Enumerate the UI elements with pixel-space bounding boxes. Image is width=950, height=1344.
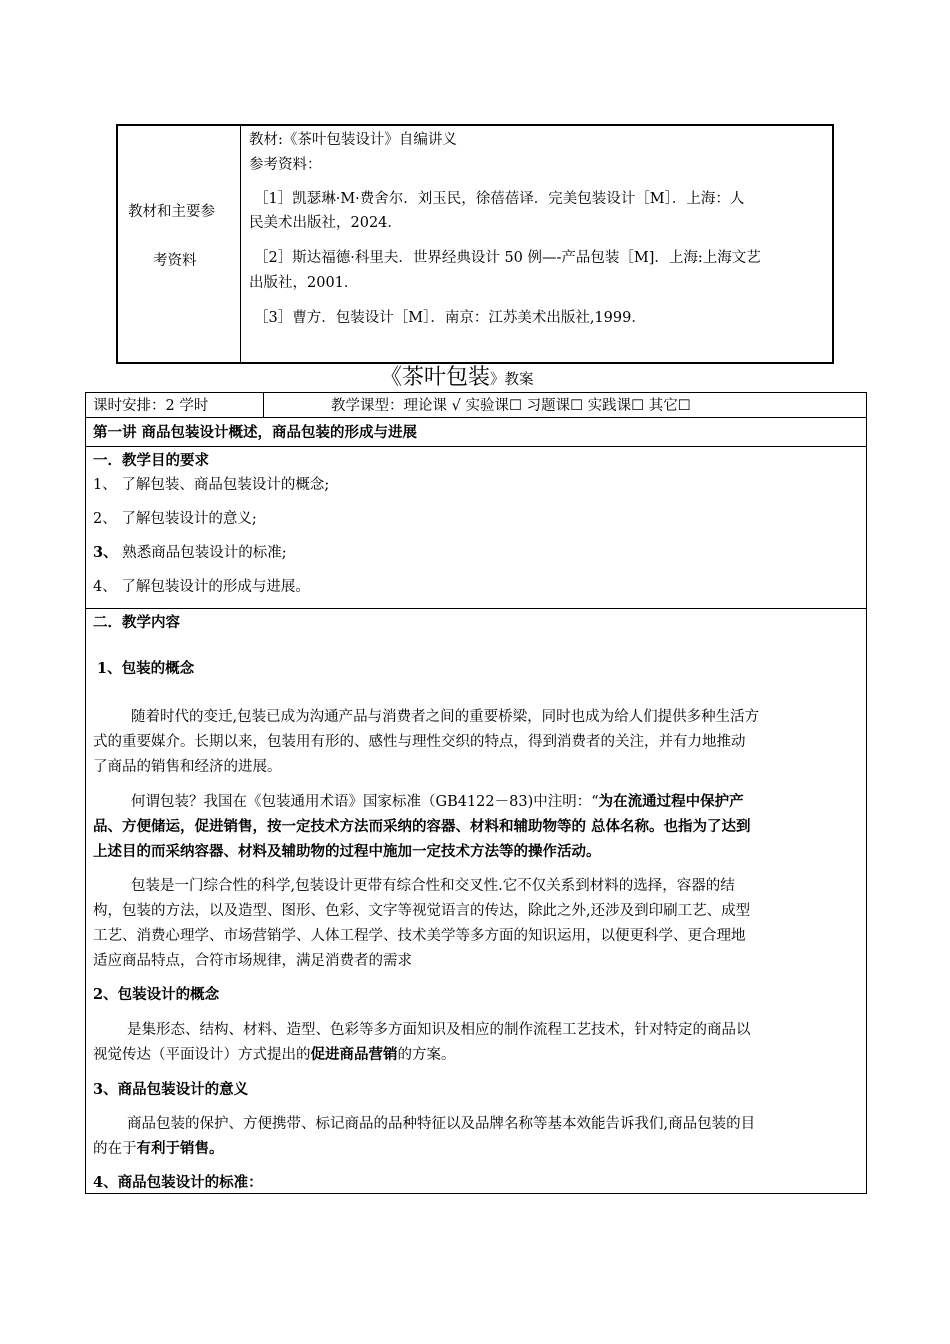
objective-num: 2、 [93, 511, 117, 527]
s2-p1-line2 [93, 1045, 456, 1065]
s1-p1-line1: 随着时代的变迁,包装已成为沟通产品与消费者之间的重要桥梁，同时也成为给人们提供多种生活方 [131, 709, 760, 725]
textbook-line: 教材:《茶叶包装设计》自编讲义 [249, 132, 457, 148]
objective-text: 了解包装、商品包装设计的概念; [121, 477, 330, 493]
objective-text: 了解包装设计的形成与进展。 [121, 579, 310, 595]
reference-item-2-line2: 出版社，2001． [249, 275, 359, 291]
section-4-heading: 4、商品包装设计的标准： [93, 1174, 263, 1191]
objective-text: 熟悉商品包装设计的标准; [122, 545, 287, 561]
document-title-main: 《茶叶包装 [380, 365, 491, 390]
s2-p1-tail: 的方案。 [397, 1047, 456, 1063]
reference-item-1-line2: 民美术出版社，2024． [249, 215, 402, 231]
section-2-heading: 2、包装设计的概念 [93, 986, 220, 1003]
s3-p1-bold: 有利于销售。 [136, 1140, 224, 1157]
s1-p2-line2: 品、方便储运，促进销售，按一定技术方法而采纳的容器、材料和辅助物等的 总体名称。也指为了达到 [93, 818, 751, 835]
objective-item-4 [93, 577, 310, 597]
document-title-suffix: 》教案 [490, 372, 534, 388]
objective-text: 了解包装设计的意义; [121, 511, 257, 527]
references-table-divider [240, 126, 241, 362]
objective-num: 4、 [93, 579, 117, 595]
reference-item-3: ［3］曹方．包装设计［M］．南京：江苏美术出版社,1999． [254, 310, 646, 326]
objective-item-3 [93, 543, 287, 563]
s3-p1-line2 [93, 1139, 224, 1159]
lecture-title: 第一讲 商品包装设计概述，商品包装的形成与进展 [93, 424, 418, 441]
references-table [116, 124, 834, 364]
schedule-divider [263, 392, 264, 418]
s1-p2-lead: 何谓包装？我国在《包装通用术语》国家标准（GB4122－83)中注明：“ [131, 794, 599, 810]
references-label-line1: 教材和主要参 [128, 204, 215, 220]
s2-p1-line1: 是集形态、结构、材料、造型、色彩等多方面知识及相应的制作流程工艺技术，针对特定的商品以 [127, 1022, 751, 1038]
content-heading: 二．教学内容 [93, 614, 180, 631]
s1-p1-line3: 了商品的销售和经济的进展。 [93, 759, 282, 775]
s1-p2-line1 [131, 792, 744, 812]
section-1-heading: 1、包装的概念 [97, 660, 195, 677]
course-type: 教学课型：理论课 √ 实验课☐ 习题课☐ 实践课☐ 其它☐ [331, 398, 691, 414]
row-divider-3 [85, 608, 867, 609]
row-divider-2 [85, 446, 867, 447]
references-label-line2: 考资料 [153, 253, 197, 269]
s1-p2-line3: 上述目的而采纳容器、材料及辅助物的过程中施加一定技术方法等的操作活动。 [93, 843, 601, 860]
s3-p1-line1: 商品包装的保护、方便携带、标记商品的品种特征以及品牌名称等基本效能告诉我们,商品包装的目 [127, 1116, 756, 1132]
reference-item-2-line1: ［2］斯达福德·科里夫．世界经典设计 50 例—-产品包装［M]．上海:上海文艺 [254, 250, 761, 266]
s3-p1-text: 的在于 [93, 1141, 137, 1157]
s1-p3-line2: 构，包装的方法，以及造型、图形、色彩、文字等视觉语言的传达，除此之外,还涉及到印刷工艺、成型 [93, 903, 751, 919]
section-3-heading: 3、商品包装设计的意义 [93, 1081, 249, 1098]
objective-num: 1、 [93, 477, 117, 493]
s1-p3-line4: 适应商品特点，合符市场规律，满足消费者的需求 [93, 953, 412, 969]
reference-item-1-line1: ［1］凯瑟琳·M·费舍尔．刘玉民，徐蓓蓓译．完美包装设计［M］．上海：人 [254, 191, 745, 207]
objectives-heading: 一．教学目的要求 [93, 452, 209, 469]
class-hours: 课时安排：2 学时 [93, 398, 209, 414]
document-title [380, 364, 534, 394]
objective-item-2 [93, 509, 257, 529]
objective-num: 3、 [93, 544, 118, 561]
objective-item-1 [93, 475, 329, 495]
references-heading: 参考资料： [249, 157, 322, 173]
s1-p2-bold-1: 为在流通过程中保护产 [598, 793, 744, 810]
s1-p3-line1: 包装是一门综合性的科学,包装设计更带有综合性和交叉性.它不仅关系到材料的选择，容器的结 [131, 878, 735, 894]
s2-p1-text: 视觉传达（平面设计）方式提出的 [93, 1047, 311, 1063]
row-divider-1 [85, 417, 867, 418]
s1-p1-line2: 式的重要媒介。长期以来，包装用有形的、感性与理性交织的特点，得到消费者的关注，并有力地推动 [93, 734, 746, 750]
s2-p1-bold: 促进商品营销 [310, 1046, 398, 1063]
s1-p3-line3: 工艺、消费心理学、市场营销学、人体工程学、技术美学等多方面的知识运用，以便更科学、更合理地 [93, 928, 746, 944]
